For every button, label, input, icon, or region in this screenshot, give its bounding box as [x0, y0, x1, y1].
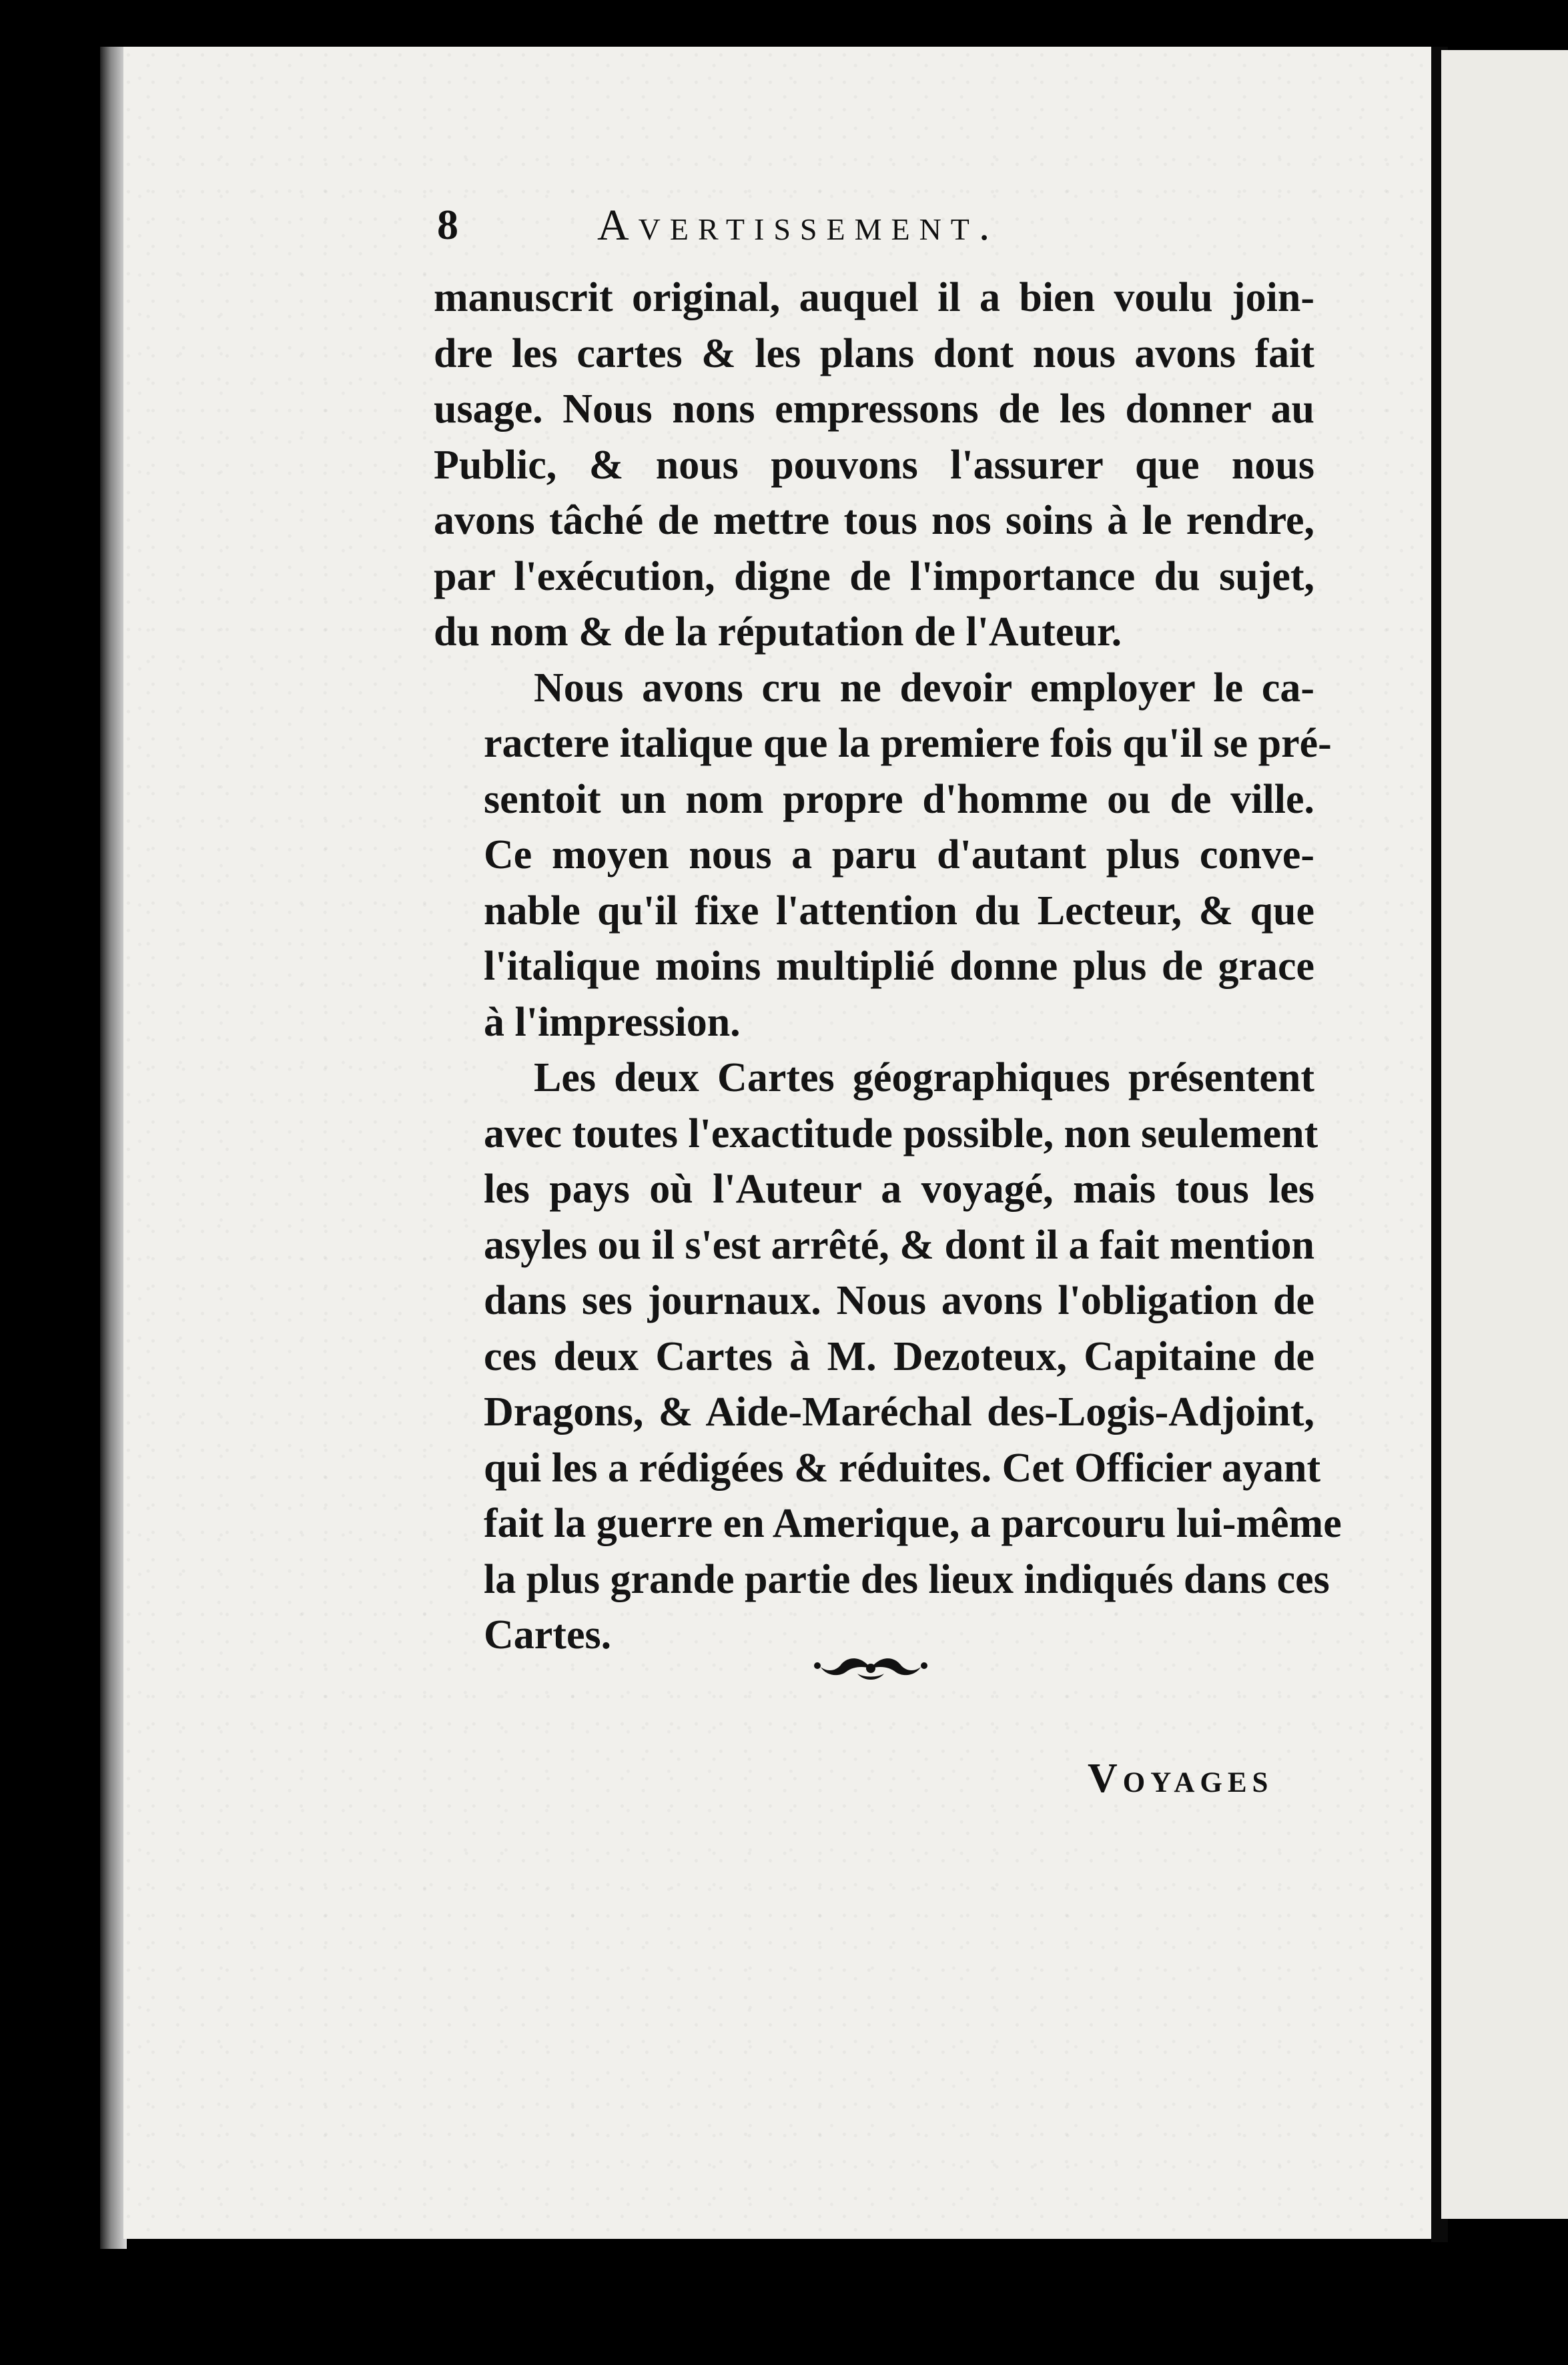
paragraph [434, 270, 1314, 661]
text-line: du nom & de la réputation de l'Auteur. [434, 609, 1122, 655]
text-line: usage. Nous nons empressons de les donner au [434, 386, 1314, 432]
text-line: dans ses journaux. Nous avons l'obligation de [484, 1278, 1314, 1323]
text-line: avec toutes l'exactitude possible, non seulement [484, 1110, 1318, 1156]
paragraph [434, 661, 1332, 1051]
text-line: fait la guerre en Amerique, a parcouru lui-même [484, 1501, 1342, 1546]
text-line: les pays où l'Auteur a voyagé, mais tous les [484, 1166, 1314, 1212]
catchword: Voyages [1088, 1756, 1274, 1801]
text-line: ractere italique que la premiere fois qu'il se pré- [484, 721, 1332, 766]
paragraph [434, 1050, 1342, 1664]
text-line: sentoit un nom propre d'homme ou de ville. [484, 776, 1314, 822]
text-line: à l'impression. [484, 999, 741, 1045]
text-line: ces deux Cartes à M. Dezoteux, Capitaine de [484, 1333, 1314, 1379]
text-line: manuscrit original, auquel il a bien voulu join- [434, 275, 1314, 320]
binding-gutter [100, 47, 127, 2249]
running-title: Avertissement. [597, 201, 1000, 250]
text-line: asyles ou il s'est arrêté, & dont il a fait mention [484, 1222, 1315, 1268]
text-line: Cartes. [484, 1612, 612, 1658]
text-line: Nous avons cru ne devoir employer le ca- [534, 665, 1314, 711]
text-line: Public, & nous pouvons l'assurer que nous [434, 442, 1314, 488]
text-line: qui les a rédigées & réduites. Cet Officier ayant [484, 1445, 1321, 1491]
body-text [434, 270, 1342, 1664]
facing-page [1441, 50, 1568, 2219]
text-line: dre les cartes & les plans dont nous avons fait [434, 330, 1314, 376]
text-line: Les deux Cartes géographiques présentent [534, 1055, 1314, 1100]
text-line: Ce moyen nous a paru d'autant plus conve- [484, 832, 1314, 878]
text-line: nable qu'il fixe l'attention du Lecteur, & que [484, 888, 1314, 934]
fleuron-ornament [811, 1648, 931, 1688]
text-line: l'italique moins multiplié donne plus de grace [484, 944, 1314, 989]
page-number: 8 [437, 201, 458, 248]
text-line: avons tâché de mettre tous nos soins à le rendre, [434, 498, 1314, 543]
text-line: par l'exécution, digne de l'importance du sujet, [434, 553, 1314, 599]
text-line: la plus grande partie des lieux indiqués dans ces [484, 1556, 1330, 1602]
text-line: Dragons, & Aide-Maréchal des-Logis-Adjoint, [484, 1389, 1314, 1435]
page-header [437, 200, 1318, 267]
